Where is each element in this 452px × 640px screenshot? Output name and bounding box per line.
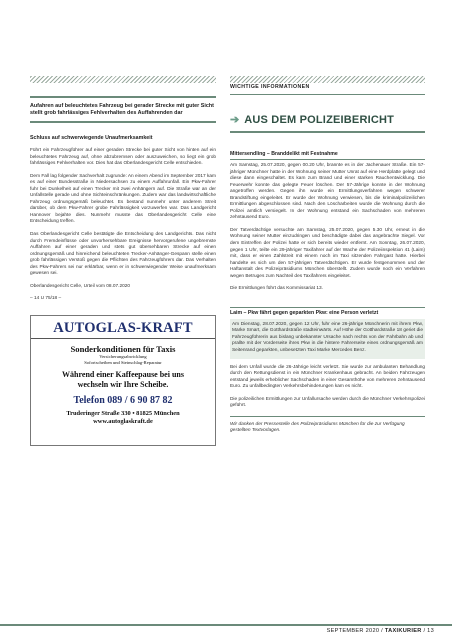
intro-divider [30,121,216,123]
story-2-paragraph: Die polizeilichen Ermittlungen zur Unfallursache werden durch die Münchner Verkehrspolizei geführt. [230,396,425,409]
arrow-right-icon: ➔ [230,114,240,126]
article-subheading: Schluss auf schwerwiegende Unaufmerksamkeit [30,135,153,141]
court-citation: Oberlandesgericht Celle, Urteil vom 08.07.2020 [30,283,131,289]
case-number: – 14 U 75/18 – [30,296,62,302]
story-1-heading: Mittersendling – Branddelikt mit Festnahme [230,151,425,160]
left-column [30,96,216,446]
footer-magazine: TAXIKURIER [384,628,422,634]
decorative-hatch-right [230,76,425,83]
section-label: WICHTIGE INFORMATIONEN [230,84,425,95]
left-paragraph: Führt ein Fahrzeugführer auf einer geraden Strecke bei guter Sicht von hinten auf ein beleuchtetes Fahrzeug auf, ohne abzubremsen oder auszuweichen, so liegt ein grob fahrlässiges Fehlverhalten vor. Dies hat das Oberlandesgericht Celle entschieden. [30,148,216,167]
article-intro: Aufahren auf beleuchtetes Fahrzeug bei gerader Strecke mit guter Sicht stellt grob fahrlässiges Fehlverhalten des Auffahrenden dar [30,103,214,116]
story-1-paragraph: Der Tatverdächtige versuchte am Samstag, 25.07.2020, gegen 5.30 Uhr, erneut in die Wohnung seiner Mutter einzudringen und beschädigte dabei das angebrachte Siegel. Vor dem Eintreffen der Polizei hatte er sich bereits wieder entfernt. Am Sonntag, 26.07.2020, gegen 1 Uhr, teilte ein 29-jähriger Taxifahrer auf der Wache der Polizeiinspektion 41 (Laim) mit, dass er einen Zahlstreit mit einem noch im Taxi sitzenden Fahrgast hatte. Hierbei handelte es sich um den 57-jährigen Tatverdächtigen. Er wurde festgenommen und der Haftanstalt des Polizeipräsidiums München überstellt. Zudem wurde noch ein Verfahren wegen Betruges zum Nachteil des Taxifahrers eingeleitet. [230,227,425,279]
story-2-heading: Laim – Pkw fährt gegen geparkten Pkw: eine Person verletzt [230,307,425,316]
ad-divider [31,338,215,339]
footer-divider [0,624,452,626]
right-column [230,84,425,434]
left-paragraph: Dem Fall lag folgender Sachverhalt zugrunde: An einem Abend im September 2017 kam es auf einer Bundesstraße in Niedersachsen zu einem Auffahrunfall. Ein Pkw-Fahrer fuhr bei Dunkelheit auf einen Trecker mit zwei Anhängern auf. Die Straße war an der Unfallstelle gerade und ohne Sichteinschränkungen. Zudem war das landwirtschaftliche Fahrzeug ordnungsgemäß beleuchtet. Es bestand nunmehr unter anderem Streit darüber, ob dem Pkw-Fahrer grobe Fahrlässigkeit vorzuwerfen war. Das Landgericht Hannover bejahte dies. Nunmehr musste das Oberlandesgericht Celle eine Entscheidung treffen. [30,173,216,225]
section-title: AUS DEM POLIZEIBERICHT [244,113,395,126]
page-footer [327,628,434,634]
story-2-highlight-box [230,319,425,359]
ad-service-1: Versicherungsabwicklung [99,353,147,359]
thanks-divider [230,416,425,417]
story-1-paragraph: Am Samstag, 25.07.2020, gegen 00.20 Uhr, brannte es in der Jachenauer Straße. Ein 57-jähriger Münchner hatte in der Wohnung seiner Mutter Unrat auf eine Herdplatte gelegt und diese dann eingeschaltet. Es kam zum Brand und einer starken Rauchentwicklung. Die Feuerwehr konnte das gelegte Feuer löschen. Der 57-Jährige konnte in der Wohnung angetroffen werden. Gegen ihn wurde ein Ermittlungsverfahren wegen schwerer Brandstiftung eingeleitet. Er wurde der Wohnung verwiesen, bis die kriminalpolizeilichen Ermittlungen abgeschlossen sind. Nach den Löscharbeiten wurde die Wohnung durch die Polizei amtlich versiegelt. In der Wohnung entstand ein Sachschaden von mehreren zehntausend Euro. [230,163,425,221]
section-banner [230,113,425,126]
autoglas-advertisement [30,315,216,446]
ad-offer-line-2: wechseln wir Ihre Scheibe. [77,379,169,389]
ad-brand: AUTOGLAS-KRAFT [53,319,193,336]
acknowledgement: Wir danken der Pressestelle des Polizeipräsidiums München für die zur Verfügung gestellten Textvorlagen. [230,421,405,434]
story-2-paragraph: Am Dienstag, 28.07.2020, gegen 12 Uhr, fuhr eine 26-jährige Münchnerin mit ihrem Pkw, Marke Smart, die Gotthardstraße stadteinwärts. Auf Höhe der Gotthardstraße 18 geriet die Fahrzeugführerin aus bislang unbekannter Ursache nach rechts von der Fahrbahn ab und prallte mit der Vorderseite ihres Pkw in die hintere Fahrerseite eines ordnungsgemäß am Seitenrand geparkten, unbesetzten Taxi Marke Mercedes Benz. [232,321,423,354]
footer-page-number: / 13 [421,628,434,634]
footer-issue: SEPTEMBER 2020 / [326,628,385,634]
story-1-paragraph: Die Ermittlungen führt das Kommissariat 13. [230,286,323,292]
ad-phone: Telefon 089 / 6 90 87 82 [73,394,173,406]
ad-headline: Sonderkonditionen für Taxis [70,343,176,354]
intro-block [30,96,216,123]
ad-website: www.autoglaskraft.de [93,417,153,425]
left-paragraph: Das Oberlandesgericht Celle bestätigte die Entscheidung des Landgerichts. Das nicht durch Fremdeinflüsse oder unvorhersehbare Ereignisse hervorgerufene ungebremste Auffahren auf einer geraden und stets gut übersehbaren Strecke auf einen ordnungsgemäß und hinreichend beleuchteten Trecker-Anhänger-Gespann stelle einen grob fahrlässigen Verstoß gegen die Pflichten des Fahrzeugführers dar. Das Verhalten des Pkw-Fahrers sei nur erklärbar, wenn er in schwerwiegender Weise unaufmerksam gewesen sei. [30,232,216,277]
banner-divider [230,131,425,133]
story-2-paragraph: Bei dem Unfall wurde die 26-Jährige leicht verletzt. Sie wurde zur ambulanten Behandlung durch den Rettungsdienst in ein Münchner Krankenhaus gebracht. An beiden Fahrzeugen entstand jeweils erheblicher Sachschaden in einer Gesamthöhe von mehreren zehntausend Euro. Zu unfallbedingten Verkehrsbehinderungen kam es nicht. [230,364,425,390]
ad-address: Truderinger Straße 330 • 81825 München [66,409,180,417]
ad-offer-line-1: Während einer Kaffeepause bei uns [62,369,184,379]
ad-service-2: Sofortscheiben und Steinschlag-Reparatur [84,359,162,365]
decorative-hatch-left [30,76,216,83]
